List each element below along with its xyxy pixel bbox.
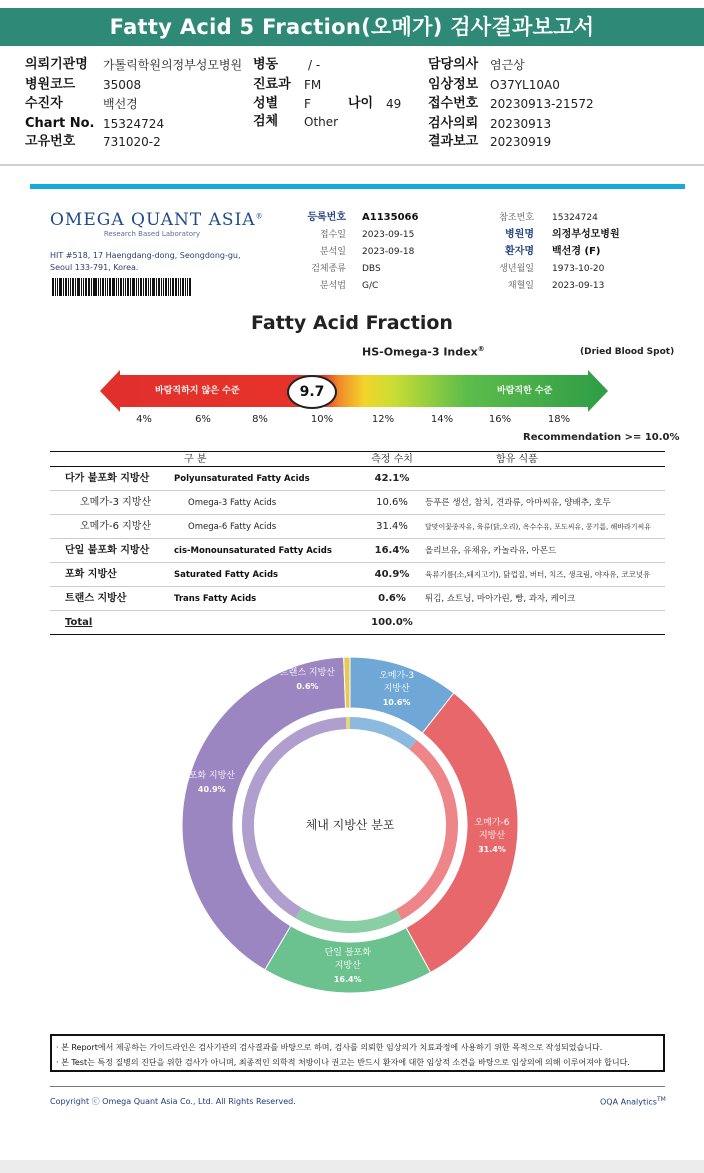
row-korean: 트랜스 지방산 bbox=[65, 593, 127, 604]
disclaimer-box bbox=[50, 1034, 665, 1072]
address-line: HIT #518, 17 Haengdang-dong, Seongdong-gu, bbox=[50, 251, 241, 260]
tick-label: 18% bbox=[547, 414, 571, 425]
barcode-bar bbox=[68, 278, 69, 296]
info-value: 의정부성모병원 bbox=[552, 229, 620, 240]
lab-address bbox=[50, 250, 250, 274]
info-label: 생년월일 bbox=[499, 264, 534, 274]
info-value: 15324724 bbox=[552, 213, 598, 223]
field-label: 병원코드 bbox=[25, 77, 76, 92]
col-header-category: 구 분 bbox=[184, 454, 207, 465]
row-english: Saturated Fatty Acids bbox=[174, 570, 279, 580]
field-value: Other bbox=[304, 115, 339, 129]
info-value: 1973-10-20 bbox=[552, 264, 605, 274]
donut-inner-slice bbox=[295, 908, 402, 933]
donut-slice-label: 트랜스 지방산 0.6% bbox=[279, 667, 335, 691]
total-label: Total bbox=[65, 617, 93, 628]
tick-label: 4% bbox=[136, 414, 152, 425]
row-korean: 오메가-6 지방산 bbox=[80, 521, 152, 532]
barcode-bar bbox=[161, 278, 162, 296]
barcode-bar bbox=[93, 278, 94, 296]
barcode-bar bbox=[109, 278, 111, 296]
info-value: A1135066 bbox=[362, 212, 419, 223]
index-name: HS-Omega-3 Index bbox=[362, 345, 478, 359]
tick-label: 8% bbox=[252, 414, 268, 425]
copyright: Copyright ⓒ Omega Quant Asia Co., Ltd. All Rights Reserved. bbox=[50, 1097, 296, 1106]
barcode-bar bbox=[57, 278, 58, 296]
field-label: 병동 bbox=[253, 57, 279, 72]
row-english: Trans Fatty Acids bbox=[174, 594, 257, 604]
row-foods: 등푸른 생선, 참치, 견과류, 아마씨유, 양배추, 호두 bbox=[425, 498, 611, 508]
footer-brand-name: OQA Analytics bbox=[600, 1097, 657, 1107]
field-value: 20230913-21572 bbox=[490, 97, 594, 111]
donut-slice-label: 오메가-3 지방산 10.6% bbox=[379, 671, 415, 708]
header-info bbox=[0, 52, 704, 162]
field-value: 731020-2 bbox=[103, 135, 161, 149]
tick-label: 6% bbox=[195, 414, 211, 425]
row-value: 40.9% bbox=[374, 569, 410, 580]
barcode-bar bbox=[94, 278, 97, 296]
row-english: Omega-3 Fatty Acids bbox=[188, 498, 277, 508]
barcode-bar bbox=[55, 278, 56, 296]
field-value: 20230919 bbox=[490, 135, 552, 149]
barcode-bar bbox=[118, 278, 119, 296]
field-value: / - bbox=[308, 58, 321, 72]
donut-slice-label: 포화 지방산 40.9% bbox=[188, 771, 235, 795]
table-row bbox=[50, 564, 665, 587]
barcode-bar bbox=[107, 278, 108, 296]
table-total-row bbox=[50, 612, 665, 635]
barcode-bar bbox=[130, 278, 131, 296]
barcode-bar bbox=[156, 278, 157, 296]
section-title: Fatty Acid Fraction bbox=[251, 312, 453, 334]
row-value: 16.4% bbox=[374, 545, 410, 556]
info-value: G/C bbox=[362, 281, 379, 291]
barcode-bar bbox=[178, 278, 179, 296]
row-korean: 포화 지방산 bbox=[65, 569, 117, 580]
footer-brand-mark: TM bbox=[656, 1096, 666, 1103]
barcode-bar bbox=[105, 278, 106, 296]
field-label: Chart No. bbox=[25, 116, 95, 131]
index-reg-mark: ® bbox=[477, 345, 485, 353]
barcode-bar bbox=[77, 278, 80, 296]
barcode-bar bbox=[52, 278, 54, 296]
field-value: 15324724 bbox=[103, 117, 165, 131]
row-english: Polyunsaturated Fatty Acids bbox=[174, 474, 310, 484]
index-title bbox=[362, 345, 485, 359]
row-value: 42.1% bbox=[374, 473, 410, 484]
table-row bbox=[50, 588, 665, 611]
field-value: 가톨릭학원의정부성모병원 bbox=[103, 58, 243, 72]
footer-divider bbox=[50, 1086, 665, 1087]
table-row bbox=[50, 516, 665, 539]
donut-slice-label: 단일 불포화 지방산 16.4% bbox=[324, 948, 371, 985]
barcode-bar bbox=[75, 278, 76, 296]
tick-label: 12% bbox=[371, 414, 395, 425]
info-label: 병원명 bbox=[505, 229, 534, 240]
row-foods: 육류기름(소,돼지고기), 닭껍질, 버터, 치즈, 생크림, 야자유, 코코넛유 bbox=[425, 570, 651, 579]
info-value: 2023-09-18 bbox=[362, 247, 415, 257]
barcode-bar bbox=[172, 278, 174, 296]
info-label: 검체종류 bbox=[311, 264, 346, 274]
barcode-bar bbox=[189, 278, 191, 296]
info-value: DBS bbox=[362, 264, 381, 274]
table-row bbox=[50, 492, 665, 515]
info-label: 등록번호 bbox=[307, 212, 346, 223]
barcode-bar bbox=[65, 278, 67, 296]
index-value-bubble: 9.7 bbox=[287, 375, 337, 409]
lab-tagline: Research Based Laboratory bbox=[103, 230, 200, 238]
field-label: 진료과 bbox=[253, 77, 291, 92]
donut-center-label: 체내 지방산 분포 bbox=[305, 818, 395, 832]
barcode-bar bbox=[120, 278, 122, 296]
field-value: 49 bbox=[386, 97, 402, 111]
info-label: 분석법 bbox=[319, 281, 346, 291]
table-row bbox=[50, 540, 665, 563]
lab-reg-mark: ® bbox=[255, 212, 264, 221]
info-label: 환자명 bbox=[505, 246, 534, 257]
field-label: 성별 bbox=[253, 96, 279, 111]
row-korean: 다가 불포화 지방산 bbox=[65, 473, 150, 484]
tick-label: 14% bbox=[430, 414, 454, 425]
row-korean: 단일 불포화 지방산 bbox=[65, 545, 150, 556]
barcode-bar bbox=[175, 278, 178, 296]
field-value: 20230913 bbox=[490, 117, 552, 131]
barcode-bar bbox=[59, 278, 62, 296]
barcode-bar bbox=[81, 278, 82, 296]
footer-brand bbox=[600, 1096, 666, 1107]
row-korean: 오메가-3 지방산 bbox=[80, 497, 152, 508]
barcode-bar bbox=[85, 278, 87, 296]
field-label: 고유번호 bbox=[25, 134, 76, 149]
field-value: 백선경 bbox=[103, 97, 138, 111]
field-value: O37YL10A0 bbox=[490, 78, 560, 92]
info-value: 2023-09-15 bbox=[362, 230, 415, 240]
barcode-bar bbox=[152, 278, 155, 296]
field-label: 임상정보 bbox=[428, 77, 479, 92]
barcode-bar bbox=[83, 278, 84, 296]
row-value: 10.6% bbox=[376, 497, 408, 508]
bad-level-label: 바람직하지 않은 수준 bbox=[155, 386, 240, 396]
barcode-bar bbox=[138, 278, 139, 296]
donut-slice-label: 오메가-6 지방산 31.4% bbox=[474, 817, 510, 854]
barcode-bar bbox=[165, 278, 167, 296]
barcode-bar bbox=[148, 278, 149, 296]
barcode-bar bbox=[91, 278, 92, 296]
field-label: 의뢰기관명 bbox=[25, 57, 88, 72]
barcode-bar bbox=[185, 278, 186, 296]
col-header-foods: 함유 식품 bbox=[496, 454, 538, 465]
section-divider bbox=[30, 184, 685, 189]
address-line: Seoul 133-791, Korea. bbox=[50, 263, 139, 272]
barcode-bar bbox=[132, 278, 135, 296]
field-value: 35008 bbox=[103, 78, 142, 92]
barcode-bar bbox=[168, 278, 169, 296]
barcode-bar bbox=[143, 278, 144, 296]
info-label: 채혈일 bbox=[507, 281, 534, 291]
barcode-bar bbox=[116, 278, 117, 296]
barcode bbox=[52, 278, 192, 296]
info-value: 백선경 (F) bbox=[552, 246, 601, 257]
recommendation: Recommendation >= 10.0% bbox=[523, 432, 680, 443]
field-label: 결과보고 bbox=[428, 134, 479, 149]
sample-type: (Dried Blood Spot) bbox=[580, 347, 675, 357]
report-title: Fatty Acid 5 Fraction(오메가) 검사결과보고서 bbox=[0, 8, 704, 46]
col-header-measured: 측정 수치 bbox=[371, 454, 413, 465]
field-label: 접수번호 bbox=[428, 96, 479, 111]
info-label: 접수일 bbox=[319, 230, 346, 240]
row-foods: 올리브유, 유채유, 카놀라유, 아몬드 bbox=[425, 546, 557, 556]
barcode-bar bbox=[123, 278, 124, 296]
barcode-bar bbox=[112, 278, 115, 296]
barcode-bar bbox=[125, 278, 126, 296]
barcode-bar bbox=[158, 278, 160, 296]
barcode-bar bbox=[70, 278, 71, 296]
barcode-bar bbox=[140, 278, 142, 296]
field-label: 나이 bbox=[348, 96, 374, 111]
barcode-bar bbox=[187, 278, 188, 296]
lab-logo bbox=[50, 210, 264, 238]
row-value: 0.6% bbox=[378, 593, 406, 604]
row-foods: 튀김, 쇼트닝, 마아가린, 빵, 과자, 케이크 bbox=[425, 594, 576, 604]
row-value: 31.4% bbox=[376, 521, 408, 532]
lab-name: OMEGA QUANT ASIA bbox=[50, 210, 256, 230]
barcode-bar bbox=[127, 278, 129, 296]
info-label: 분석일 bbox=[319, 247, 346, 257]
field-label: 담당의사 bbox=[428, 57, 479, 72]
tick-label: 10% bbox=[310, 414, 334, 425]
table-header bbox=[50, 451, 665, 467]
field-value: 염근상 bbox=[490, 58, 525, 72]
page-bottom-band bbox=[0, 1160, 704, 1173]
barcode-bar bbox=[182, 278, 184, 296]
row-english: cis-Monounsaturated Fatty Acids bbox=[174, 546, 332, 556]
row-foods: 달맞이꽃종자유, 육류(닭,오리), 옥수수유, 포도씨유, 콩기름, 해바라기씨유 bbox=[425, 523, 652, 531]
field-value: F bbox=[304, 97, 311, 111]
barcode-bar bbox=[163, 278, 164, 296]
field-label: 검체 bbox=[253, 114, 279, 129]
donut-inner-slice bbox=[346, 717, 350, 729]
table-row bbox=[50, 468, 665, 491]
barcode-bar bbox=[136, 278, 137, 296]
row-english: Omega-6 Fatty Acids bbox=[188, 522, 277, 532]
field-label: 수진자 bbox=[25, 96, 63, 111]
disclaimer-line: · 본 Report에서 제공하는 가이드라인은 검사기관의 검사결과를 바탕으로 하며, 검사를 의뢰한 임상의가 치료과정에 사용하기 위한 목적으로 작성되었습니다. bbox=[56, 1043, 603, 1052]
barcode-bar bbox=[63, 278, 64, 296]
field-value: FM bbox=[304, 78, 322, 92]
barcode-bar bbox=[150, 278, 151, 296]
barcode-bar bbox=[88, 278, 90, 296]
good-level-label: 바람직한 수준 bbox=[497, 386, 553, 396]
barcode-bar bbox=[100, 278, 101, 296]
disclaimer-line: · 본 Test는 특정 질병의 진단을 위한 검사가 아니며, 최종적인 의학적 처방이나 권고는 반드시 환자에 대한 임상적 소견을 바탕으로 임상의에 의해 이루어져야 합니다. bbox=[56, 1058, 630, 1067]
tick-label: 16% bbox=[488, 414, 512, 425]
barcode-bar bbox=[98, 278, 99, 296]
barcode-bar bbox=[170, 278, 171, 296]
field-label: 검사의뢰 bbox=[428, 116, 479, 131]
info-label: 참조번호 bbox=[499, 213, 534, 223]
barcode-bar bbox=[180, 278, 181, 296]
info-value: 2023-09-13 bbox=[552, 281, 605, 291]
barcode-bar bbox=[72, 278, 74, 296]
barcode-bar bbox=[145, 278, 147, 296]
total-value: 100.0% bbox=[371, 617, 413, 628]
header-divider bbox=[0, 164, 704, 166]
barcode-bar bbox=[102, 278, 104, 296]
